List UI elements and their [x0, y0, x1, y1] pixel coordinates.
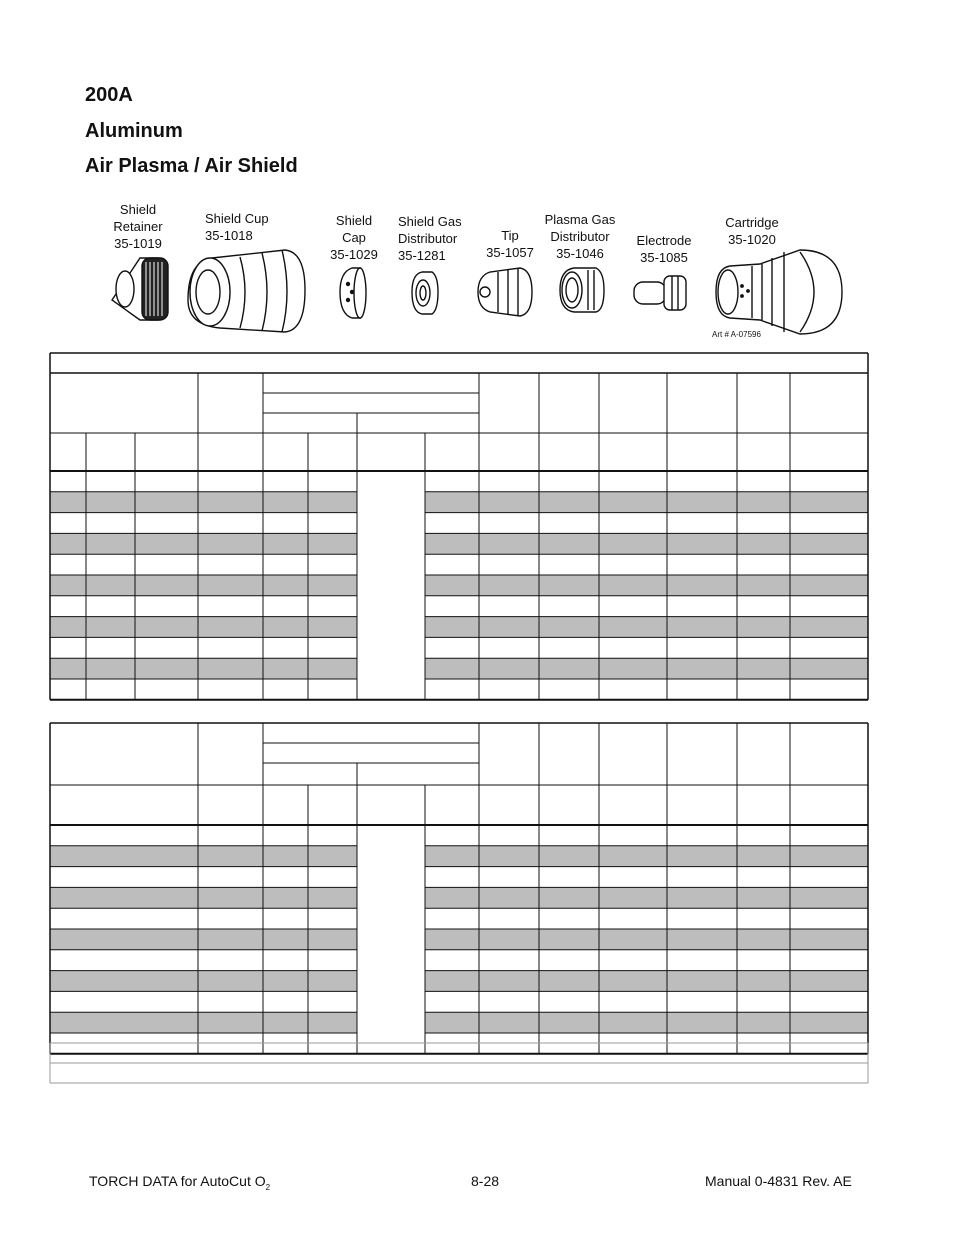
art-number: Art # A-07596	[712, 330, 761, 339]
part-label-electrode: Electrode 35-1085	[636, 233, 692, 265]
shaded-row	[50, 929, 357, 950]
part-label-shield-retainer: Shield Retainer 35-1019	[113, 202, 163, 251]
shaded-row	[425, 658, 868, 679]
cut-chart-table-inch	[50, 353, 868, 700]
shaded-row	[50, 533, 357, 554]
shaded-row	[425, 575, 868, 596]
shaded-row	[425, 617, 868, 638]
footer-page-number: 8-28	[471, 1173, 500, 1189]
heading-material: Aluminum	[85, 120, 183, 142]
part-label-plasma-gas-distributor: Plasma Gas Distributor 35-1046	[544, 212, 616, 261]
shaded-row	[425, 1012, 868, 1033]
shaded-row	[50, 887, 357, 908]
footer-title: TORCH DATA for AutoCut $O_2$	[89, 1173, 271, 1192]
part-label-shield-cup: Shield Cup 35-1018	[205, 211, 269, 243]
part-label-shield-cap: Shield Cap 35-1029	[330, 213, 378, 262]
shaded-row	[425, 492, 868, 513]
heading-gases: Air Plasma / Air Shield	[85, 155, 298, 177]
part-label-cartridge: Cartridge 35-1020	[725, 215, 779, 247]
footer-manual: Manual 0-4831 Rev. AE	[705, 1173, 852, 1189]
shaded-row	[425, 971, 868, 992]
part-label-shield-gas-distributor: Shield Gas Distributor 35-1281	[398, 214, 462, 263]
shaded-row	[50, 492, 357, 513]
shaded-row	[50, 575, 357, 596]
shaded-row	[50, 846, 357, 867]
shaded-row	[425, 887, 868, 908]
shaded-row	[425, 533, 868, 554]
shaded-row	[50, 1012, 357, 1033]
shaded-row	[425, 846, 868, 867]
shaded-row	[50, 617, 357, 638]
cut-chart-table-metric	[50, 723, 868, 1083]
shaded-row	[50, 658, 357, 679]
part-label-tip: Tip 35-1057	[486, 228, 534, 260]
shaded-row	[50, 971, 357, 992]
heading-current: 200A	[85, 84, 133, 106]
shaded-row	[425, 929, 868, 950]
